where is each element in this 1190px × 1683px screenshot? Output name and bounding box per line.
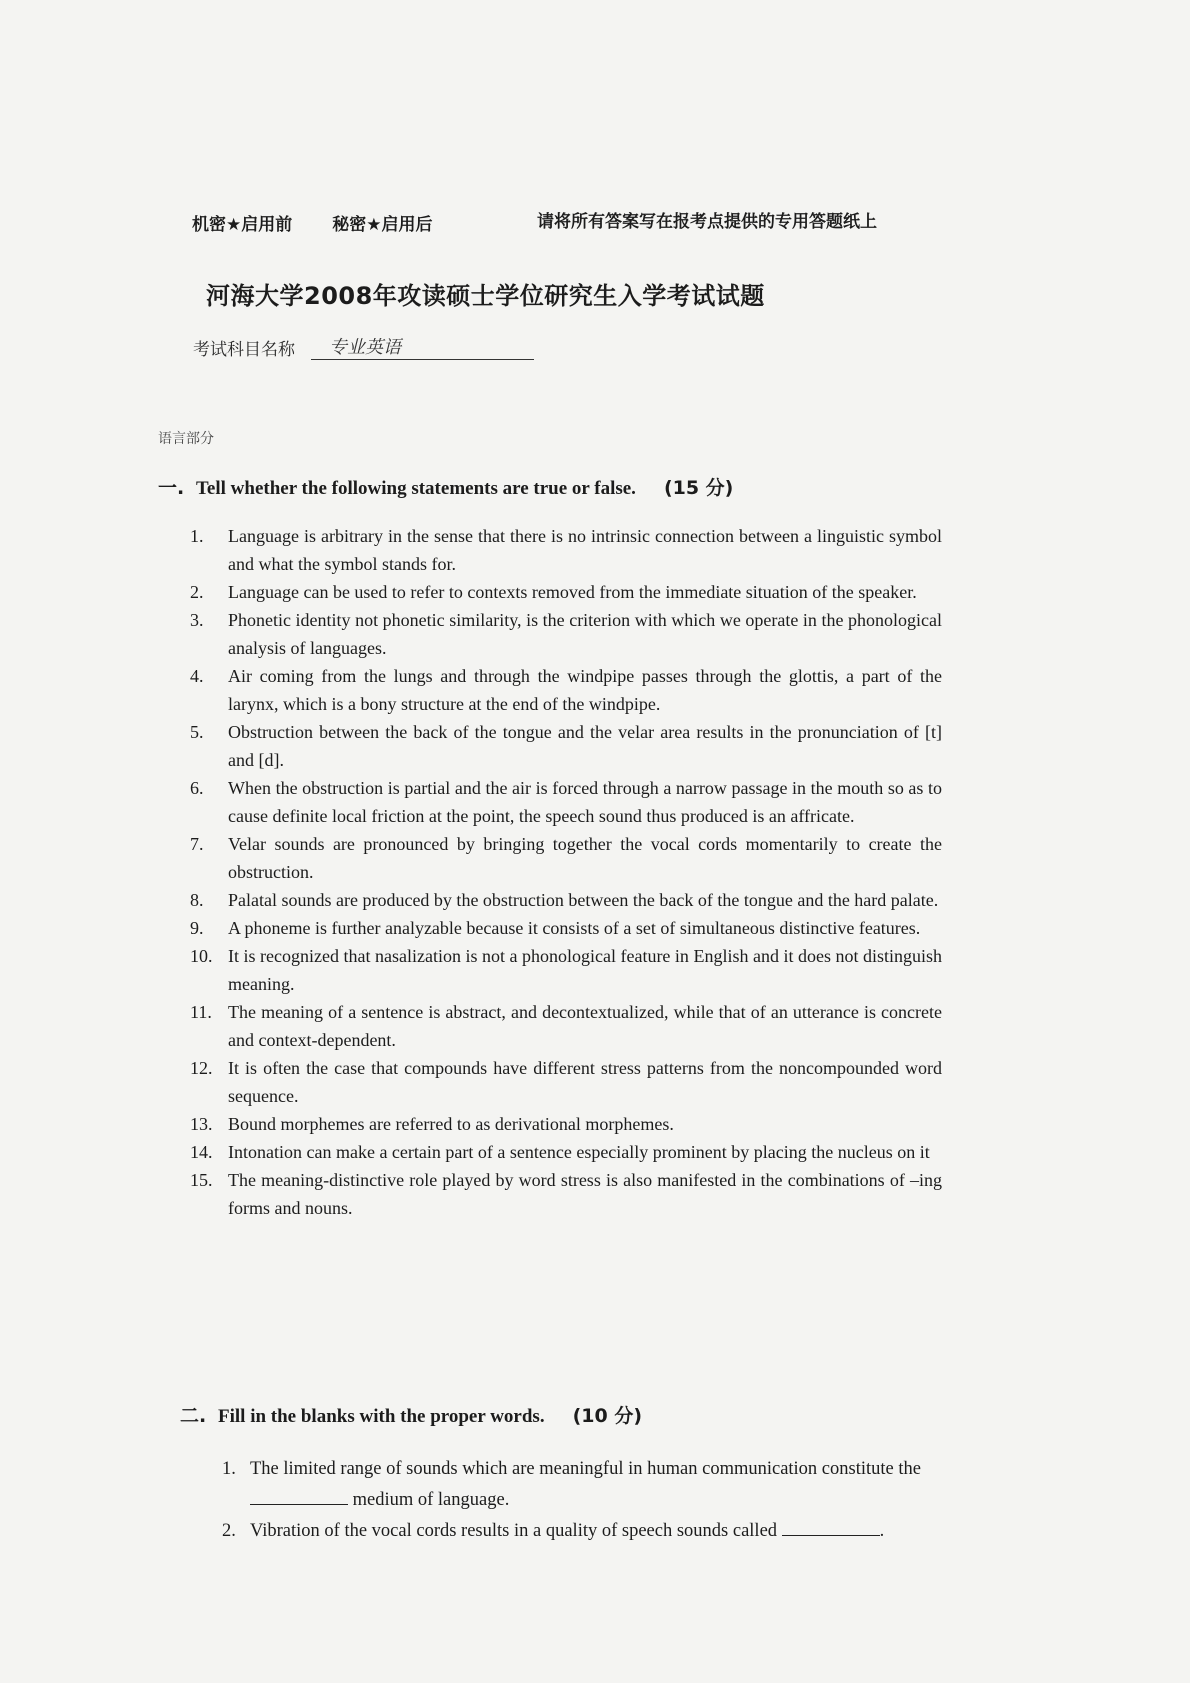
list-item	[190, 662, 942, 718]
list-item	[190, 578, 942, 606]
list-item	[190, 886, 942, 914]
item-number: 8.	[190, 890, 204, 910]
item-text: Intonation can make a certain part of a sentence especially prominent by placing the nucleus on it	[228, 1142, 930, 1162]
list-item	[190, 914, 942, 942]
item-number: 13.	[190, 1114, 213, 1134]
subject-label: 考试科目名称	[193, 340, 295, 360]
fill-blank-list	[222, 1454, 962, 1547]
list-item	[190, 718, 942, 774]
item-number: 2.	[222, 1521, 236, 1541]
item-text: Bound morphemes are referred to as derivational morphemes.	[228, 1114, 674, 1134]
list-item	[190, 774, 942, 830]
section2-number: 二.	[180, 1405, 207, 1427]
list-item	[190, 1166, 942, 1222]
item-number: 3.	[190, 610, 204, 630]
item-number: 15.	[190, 1170, 213, 1190]
answer-sheet-notice: 请将所有答案写在报考点提供的专用答题纸上	[537, 212, 877, 232]
item-number: 9.	[190, 918, 204, 938]
secret-before-label: 机密★启用前	[192, 215, 293, 235]
item-number: 7.	[190, 834, 204, 854]
item-text-after: .	[879, 1521, 885, 1541]
item-text-before: The limited range of sounds which are meaningful in human communication constitute the	[250, 1459, 921, 1479]
list-item	[190, 606, 942, 662]
list-item	[222, 1454, 962, 1516]
list-item	[222, 1516, 962, 1547]
subject-value: 专业英语	[311, 333, 534, 360]
item-text: Palatal sounds are produced by the obstruction between the back of the tongue and the hard palate.	[228, 890, 939, 910]
section1-number: 一.	[158, 477, 185, 499]
item-number: 11.	[190, 1002, 212, 1022]
item-number: 4.	[190, 666, 204, 686]
item-text: Velar sounds are pronounced by bringing together the vocal cords momentarily to create the obstruction.	[228, 834, 942, 882]
section1-heading-text: Tell whether the following statements are true or false.	[196, 478, 636, 499]
section2-points: (10 分)	[572, 1405, 643, 1427]
item-text: Obstruction between the back of the tongue and the velar area results in the pronunciation of [t] and [d].	[228, 722, 942, 770]
true-false-list	[190, 522, 942, 1222]
item-text: The meaning-distinctive role played by word stress is also manifested in the combinations of –ing forms and nouns.	[228, 1170, 942, 1218]
subject-row	[193, 333, 534, 360]
list-item	[190, 942, 942, 998]
confidentiality-marks	[192, 210, 433, 235]
item-number: 1.	[222, 1459, 236, 1479]
item-number: 1.	[190, 526, 204, 546]
list-item	[190, 1054, 942, 1110]
list-item	[190, 1138, 942, 1166]
section2-heading-text: Fill in the blanks with the proper words.	[218, 1406, 545, 1427]
item-number: 2.	[190, 582, 204, 602]
item-text: Air coming from the lungs and through the windpipe passes through the glottis, a part of the larynx, which is a bony structure at the end of the windpipe.	[228, 666, 942, 714]
item-text: A phoneme is further analyzable because it consists of a set of simultaneous distinctive features.	[228, 918, 921, 938]
item-text: It is recognized that nasalization is not a phonological feature in English and it does not distinguish meaning.	[228, 946, 942, 994]
item-text: It is often the case that compounds have different stress patterns from the noncompounded word sequence.	[228, 1058, 942, 1106]
list-item	[190, 830, 942, 886]
item-number: 6.	[190, 778, 204, 798]
item-number: 5.	[190, 722, 204, 742]
item-text: When the obstruction is partial and the air is forced through a narrow passage in the mouth so as to cause definite local friction at the point, the speech sound thus produced is an affricate.	[228, 778, 942, 826]
item-number: 12.	[190, 1058, 213, 1078]
list-item	[190, 1110, 942, 1138]
item-text: Phonetic identity not phonetic similarity, is the criterion with which we operate in the phonological analysis of languages.	[228, 610, 942, 658]
item-text: Language is arbitrary in the sense that there is no intrinsic connection between a linguistic symbol and what the symbol stands for.	[228, 526, 942, 574]
section2-heading	[180, 1401, 642, 1428]
part-label: 语言部分	[158, 431, 214, 447]
exam-title: 河海大学2008年攻读硕士学位研究生入学考试试题	[206, 282, 765, 310]
answer-blank	[250, 1486, 348, 1505]
item-text: The meaning of a sentence is abstract, and decontextualized, while that of an utterance is concrete and context-dependent.	[228, 1002, 942, 1050]
secret-after-label: 秘密★启用后	[332, 215, 433, 235]
section1-points: (15 分)	[663, 477, 734, 499]
list-item	[190, 522, 942, 578]
answer-blank	[782, 1517, 880, 1536]
item-text-after: medium of language.	[352, 1490, 510, 1510]
item-number: 14.	[190, 1142, 213, 1162]
item-number: 10.	[190, 946, 213, 966]
item-text: Language can be used to refer to contexts removed from the immediate situation of the speaker.	[228, 582, 917, 602]
list-item	[190, 998, 942, 1054]
section1-heading	[158, 473, 733, 500]
item-text-before: Vibration of the vocal cords results in a quality of speech sounds called	[250, 1521, 778, 1541]
